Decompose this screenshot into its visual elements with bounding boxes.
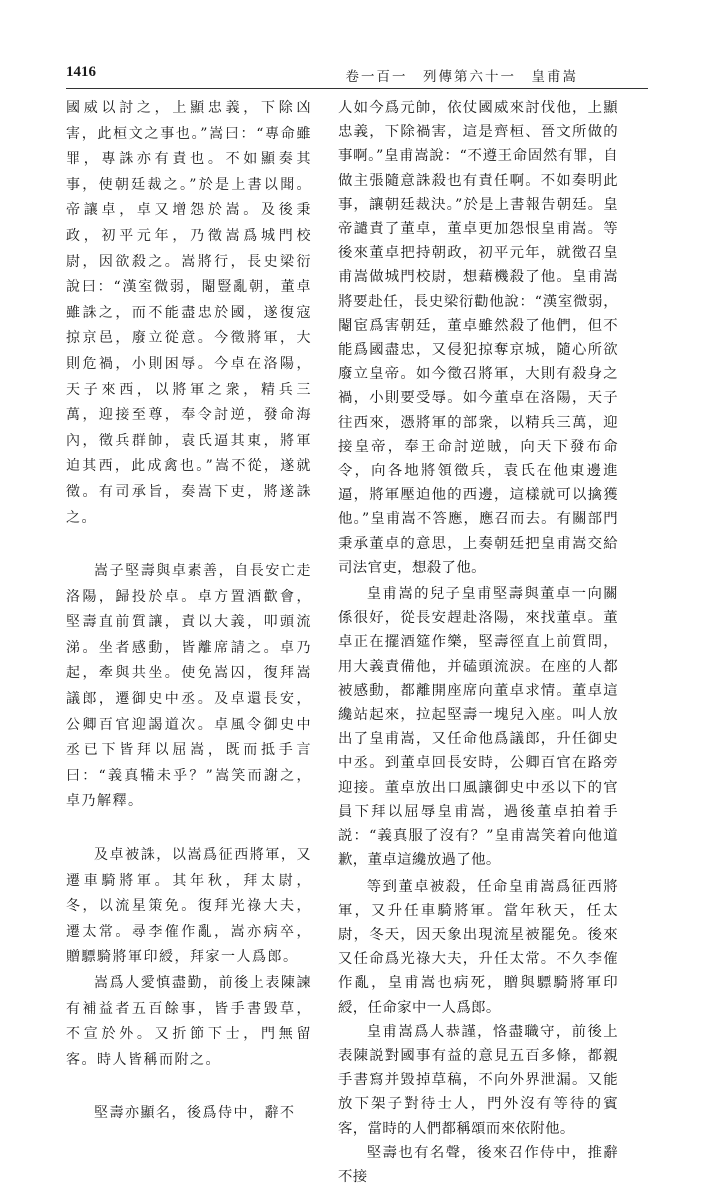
translation-paragraph: 皇甫嵩爲人恭謹，恪盡職守，前後上表陳説對國事有益的意見五百多條，都親手書寫并毀掉草稿，不向外界泄漏。又能放下架子對待士人，門外沒有等待的賓客，當時的人們都稱頌而來依附他。	[338, 1023, 618, 1137]
classical-paragraph: 國威以討之，上顯忠義，下除凶害，此桓文之事也。”嵩曰：“專命雖罪，專誅亦有責也。不如顯奏其事，使朝廷裁之。”於是上書以聞。帝讓卓，卓又增怨於嵩。及後秉政，初平元年，乃徵嵩爲城門校尉，因欲殺之。嵩將行，長史梁衍說曰：“漢室微弱，閹豎亂朝，董卓雖誅之，而不能盡忠於國，遂復寇掠京邑，廢立從意。今徵將軍，大則危禍，小則困辱。今卓在洛陽，天子來西，以將軍之衆，精兵三萬，迎接至尊，奉令討逆，發命海內，徵兵群帥，袁氏逼其東，將軍迫其西，此成禽也。”嵩不從，遂就徵。有司承旨，奏嵩下吏，將遂誅之。	[66, 100, 312, 526]
classical-paragraph: 嵩爲人愛慎盡勤，前後上表陳諫有補益者五百餘事，皆手書毀草，不宣於外。又折節下士，門無留客。時人皆稱而附之。	[66, 975, 312, 1068]
translation-paragraph: 皇甫嵩的兒子皇甫堅壽與董卓一向關係很好，從長安趕赴洛陽，來找董卓。董卓正在擺酒筵作樂，堅壽徑直上前質問，用大義責備他，并磕頭流淚。在座的人都被感動，都離開座席向董卓求情。董卓這纔站起來，拉起堅壽一塊兒入座。叫人放出了皇甫嵩，又任命他爲議郎，升任御史中丞。到董卓回長安時，公卿百官在路旁迎接。董卓放出口風讓御史中丞以下的官員下拜以屈辱皇甫嵩，過後董卓拍着手説：“義真服了沒有？”皇甫嵩笑着向他道歉，董卓這纔放過了他。	[338, 586, 618, 869]
translation-paragraph: 堅壽也有名聲，後來召作侍中，推辭不接	[338, 1144, 618, 1185]
modern-translation-column	[338, 96, 618, 1189]
header-rule	[66, 88, 648, 89]
classical-paragraph: 及卓被誅，以嵩爲征西將軍，又遷車騎將軍。其年秋，拜太尉，冬，以流星策免。復拜光祿大夫，遷太常。尋李傕作亂，嵩亦病卒，贈驃騎將軍印綬，拜家一人爲郎。	[66, 847, 312, 966]
running-head: 卷一百一 列傳第六十一 皇甫嵩	[345, 69, 578, 85]
translation-paragraph: 人如今爲元帥，依仗國威來討伐他，上顯忠義，下除禍害，這是齊桓、晉文所做的事啊。”皇甫嵩說：“不遵王命固然有罪，自做主張隨意誅殺也有責任啊。不如奏明此事，讓朝廷裁決。”於是上書報告朝廷。皇帝譴責了董卓，董卓更加怨恨皇甫嵩。等後來董卓把持朝政，初平元年，就徵召皇甫嵩做城門校尉，想藉機殺了他。皇甫嵩將要赴任，長史梁衍勸他說：“漢室微弱，閹宦爲害朝廷，董卓雖然殺了他們，但不能爲國盡忠，又侵犯掠奪京城，隨心所欲廢立皇帝。如今徵召將軍，大則有殺身之禍，小則要受辱。如今董卓在洛陽，天子往西來，憑將軍的部衆，以精兵三萬，迎接皇帝，奉王命討逆賊，向天下發布命令，向各地將領徵兵，袁氏在他東邊進逼，將軍壓迫他的西邊，這樣就可以擒獲他。”皇甫嵩不答應，應召而去。有關部門秉承董卓的意思，上奏朝廷把皇甫嵩交給司法官吏，想殺了他。	[338, 100, 618, 576]
classical-paragraph: 堅壽亦顯名，後爲侍中，辭不	[94, 1105, 296, 1122]
classical-paragraph: 嵩子堅壽與卓素善，自長安亡走洛陽，歸投於卓。卓方置酒歡會，堅壽直前質讓，責以大義，叩頭流涕。坐者感動，皆離席請之。卓乃起，牽與共坐。使免嵩囚，復拜嵩議郎，遷御史中丞。及卓還長安，公卿百官迎謁道次。卓風令御史中丞已下皆拜以屈嵩，既而抵手言曰：“義真犕未乎？”嵩笑而謝之，卓乃解釋。	[66, 563, 312, 810]
page-header	[66, 64, 648, 84]
translation-paragraph: 等到董卓被殺，任命皇甫嵩爲征西將軍，又升任車騎將軍。當年秋天，任太尉，冬天，因天象出現流星被罷免。後來又任命爲光祿大夫，升任太常。不久李傕作亂，皇甫嵩也病死，贈與驃騎將軍印綬，任命家中一人爲郎。	[338, 878, 618, 1016]
classical-text-column	[66, 96, 312, 1127]
page-number: 1416	[66, 64, 96, 80]
